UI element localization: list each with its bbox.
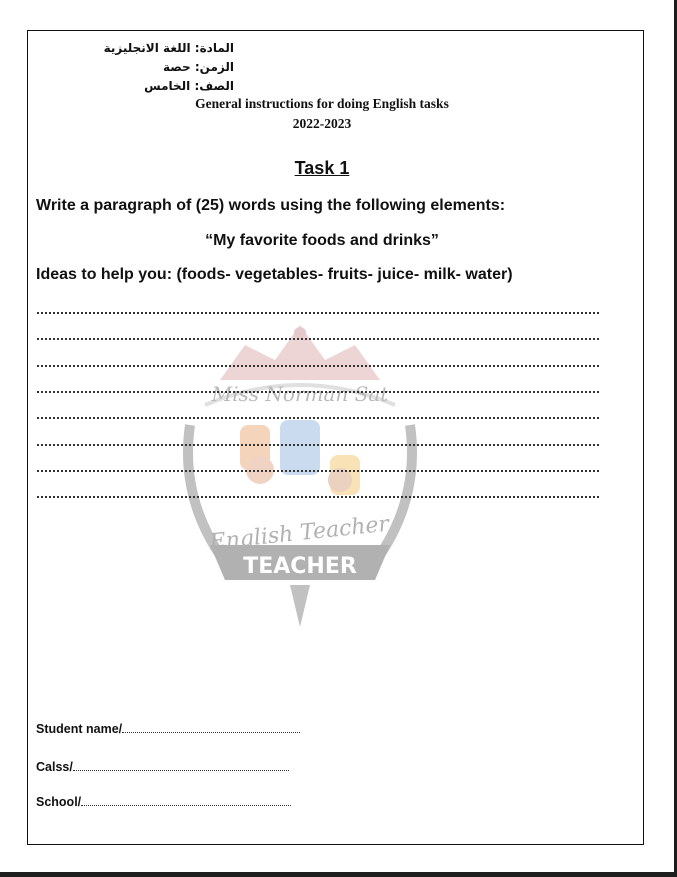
student-name-field[interactable] — [36, 722, 300, 736]
teacher-logo-watermark — [150, 305, 450, 640]
instructions-title: General instructions for doing English tasks — [195, 96, 449, 111]
time-line: الزمن: حصة — [162, 60, 234, 74]
watermark-banner-text: TEACHER — [243, 554, 357, 579]
watermark-script-text: English Teacher — [208, 511, 391, 556]
answer-line[interactable] — [37, 365, 599, 367]
class-blank[interactable] — [73, 762, 289, 771]
class-label: Calss/ — [36, 760, 73, 774]
school-field[interactable] — [36, 795, 291, 809]
school-year: 2022-2023 — [292, 116, 352, 131]
answer-line[interactable] — [37, 444, 599, 446]
answer-line[interactable] — [37, 417, 599, 419]
task-title: Task 1 — [294, 158, 350, 178]
answer-line[interactable] — [37, 312, 599, 314]
task-prompt: Write a paragraph of (25) words using the following elements: — [36, 197, 506, 214]
answer-line[interactable] — [37, 338, 599, 340]
student-name-label: Student name/ — [36, 722, 123, 736]
school-blank[interactable] — [81, 797, 291, 806]
task-topic: “My favorite foods and drinks” — [205, 232, 439, 249]
answer-line[interactable] — [37, 496, 599, 498]
answer-line[interactable] — [37, 391, 599, 393]
answer-line[interactable] — [37, 470, 599, 472]
watermark-arc-text: Miss Norman Sat — [211, 382, 389, 406]
subject-line: المادة: اللغة الانجليزية — [103, 41, 234, 55]
school-label: School/ — [36, 795, 82, 809]
student-name-blank[interactable] — [122, 724, 300, 733]
grade-line: الصف: الخامس — [144, 79, 234, 93]
task-ideas: Ideas to help you: (foods- vegetables- fruits- juice- milk- water) — [36, 266, 513, 283]
class-field[interactable] — [36, 760, 289, 774]
